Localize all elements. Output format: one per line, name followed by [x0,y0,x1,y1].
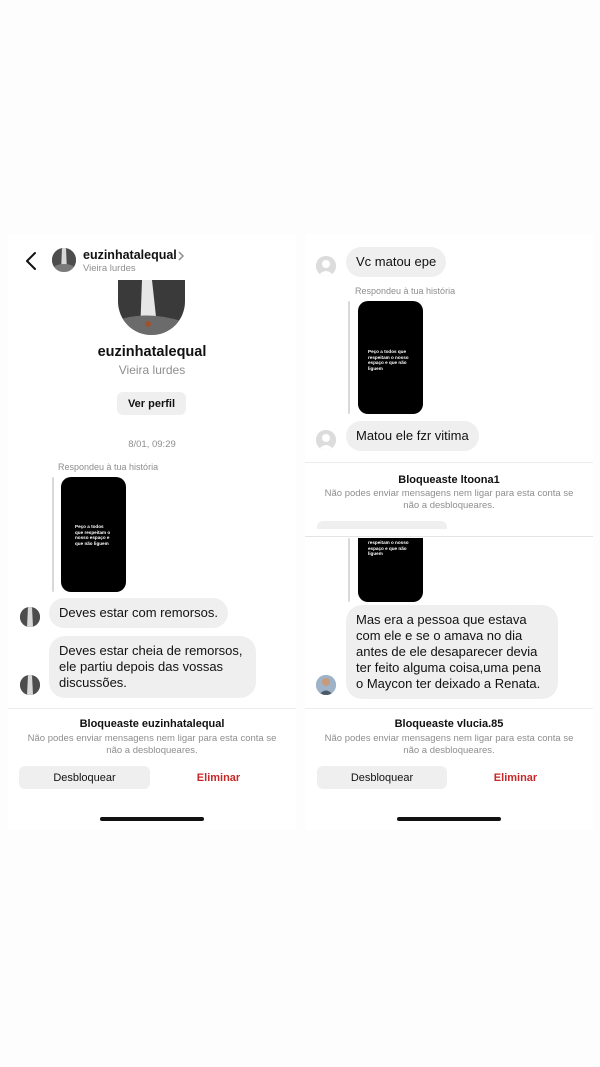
story-thumbnail-cropped[interactable] [358,538,423,602]
blocked-title: Bloqueaste vlucia.85 [394,718,504,730]
header-username[interactable]: euzinhatalequal [83,248,177,262]
default-user-avatar[interactable] [316,430,336,450]
message-bubble[interactable]: Matou ele fzr vitima [346,421,479,451]
home-indicator [100,817,204,821]
overlay-cut-edge [305,536,593,537]
message-bubble[interactable]: Deves estar cheia de remorsos, ele partiu depois das vossas discussões. [49,636,256,698]
reply-bar [348,538,350,602]
reply-bar [348,301,350,414]
unblock-button[interactable]: Desbloquear [19,766,150,789]
blocked-title: Bloqueaste euzinhatalequal [79,718,225,730]
story-reply-label: Respondeu à tua história [58,462,159,472]
default-user-avatar[interactable] [316,256,336,276]
profile-avatar[interactable] [118,280,185,335]
message-bubble[interactable]: Mas era a pessoa que estava com ele e se o amava no dia antes de ele desaparecer devia ter feito alguma coisa,uma pena o Maycon ter deixado a Renata. [346,605,558,699]
overlay-blocked-title: Bloqueaste ltoona1 [398,474,500,486]
left-chat-screen [8,234,296,830]
timestamp: 8/01, 09:29 [128,439,176,450]
blocked-subtitle: Não podes enviar mensagens nem ligar para esta conta se não a desbloqueares. [27,733,277,756]
unblock-button[interactable]: Desbloquear [317,766,447,789]
divider [305,708,593,709]
story-thumbnail[interactable] [358,301,423,414]
delete-button[interactable]: Eliminar [493,771,538,784]
reply-bar [52,477,54,592]
profile-name: Vieira lurdes [118,363,186,377]
header-avatar[interactable] [52,248,76,272]
story-thumbnail[interactable] [61,477,126,592]
message-bubble[interactable]: Deves estar com remorsos. [49,598,228,628]
right-chat-screen [305,234,593,830]
story-reply-label: Respondeu à tua história [355,286,456,296]
divider [305,462,593,463]
divider [8,708,296,709]
sender-avatar[interactable] [20,607,40,627]
story-text: Peço a todos que respeitam o nosso espaço e que não liguem [75,524,111,546]
story-text: Peço a todos que respeitam o nosso espaço e que não liguem [368,349,409,371]
chevron-right-icon[interactable] [177,249,185,261]
header-subtitle: Vieira lurdes [83,263,136,274]
overlay-button-fragment [317,521,447,529]
view-profile-button[interactable]: Ver perfil [117,392,186,415]
story-text-partial: respeitam o nosso espaço e que não liguem [368,540,409,557]
home-indicator [397,817,501,821]
profile-username: euzinhatalequal [97,344,207,360]
message-bubble[interactable]: Vc matou epe [346,247,446,277]
sender-avatar[interactable] [20,675,40,695]
back-chevron-icon[interactable] [22,250,42,272]
blocked-subtitle: Não podes enviar mensagens nem ligar para esta conta se não a desbloqueares. [324,733,574,756]
overlay-blocked-subtitle: Não podes enviar mensagens nem ligar para esta conta se não a desbloqueares. [324,488,574,511]
photo-user-avatar[interactable] [316,675,336,695]
delete-button[interactable]: Eliminar [196,771,241,784]
